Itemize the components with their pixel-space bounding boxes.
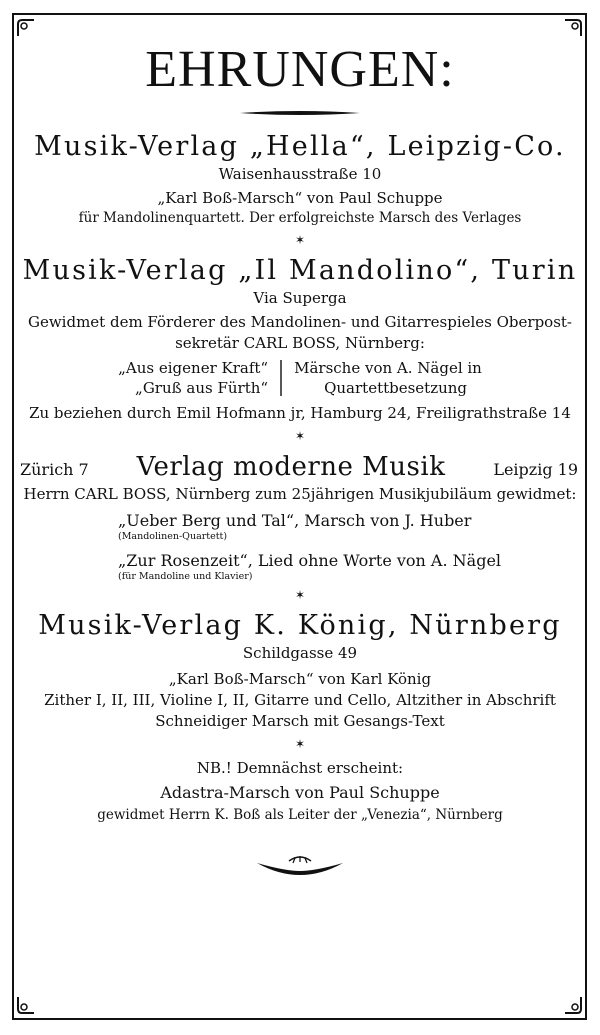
star-icon: ✶ bbox=[294, 737, 306, 751]
works-titles bbox=[118, 358, 274, 403]
corner-ornament-icon bbox=[16, 18, 36, 38]
publisher-name: Verlag moderne Musik bbox=[136, 452, 446, 482]
work-title: „Aus eigener Kraft“ bbox=[118, 359, 269, 377]
work-title: „Zur Rosenzeit“, Lied ohne Worte von A. Nägel bbox=[118, 551, 502, 570]
nb-dedication: gewidmet Herrn K. Boß als Leiter der „Venezia“, Nürnberg bbox=[97, 807, 503, 823]
publisher-il-mandolino: Musik-Verlag „Il Mandolino“, Turin bbox=[22, 255, 578, 286]
corner-ornament-icon bbox=[16, 995, 36, 1015]
publisher-hella: Musik-Verlag „Hella“, Leipzig-Co. bbox=[34, 131, 566, 162]
dedication-line: Gewidmet dem Förderer des Mandolinen- und Gitarrespieles Oberpost- bbox=[27, 313, 573, 331]
works-list bbox=[14, 358, 586, 403]
nb-heading: NB.! Demnächst erscheint: bbox=[196, 759, 404, 777]
star-icon: ✶ bbox=[294, 588, 306, 602]
work-entry bbox=[14, 551, 586, 583]
work-note: (Mandolinen-Quartett) bbox=[118, 531, 228, 542]
city-left: Zürich 7 bbox=[20, 460, 89, 479]
corner-ornament-icon bbox=[563, 995, 583, 1015]
work-line: Schneidiger Marsch mit Gesangs-Text bbox=[155, 712, 445, 730]
corner-ornament-icon bbox=[563, 18, 583, 38]
work-note: (für Mandoline und Klavier) bbox=[118, 571, 253, 582]
work-title: „Gruß aus Fürth“ bbox=[135, 379, 269, 397]
publisher-address: Via Superga bbox=[253, 289, 347, 307]
works-description-line: Märsche von A. Nägel in bbox=[294, 359, 482, 377]
dedication-line: sekretär CARL BOSS, Nürnberg: bbox=[175, 334, 425, 352]
work-line: „Karl Boß-Marsch“ von Karl König bbox=[168, 670, 432, 688]
publisher-address: Schildgasse 49 bbox=[242, 644, 358, 662]
star-icon: ✶ bbox=[294, 429, 306, 443]
source-line: Zu beziehen durch Emil Hofmann jr, Hamburg 24, Freiligrathstraße 14 bbox=[29, 404, 571, 422]
city-right: Leipzig 19 bbox=[493, 460, 578, 479]
page-content bbox=[14, 40, 586, 879]
publisher-moderne-musik bbox=[14, 452, 586, 482]
work-line: „Karl Boß-Marsch“ von Paul Schuppe bbox=[157, 189, 443, 207]
brace-icon bbox=[274, 358, 288, 403]
work-line: Zither I, II, III, Violine I, II, Gitarre und Cello, Altzither in Abschrift bbox=[44, 691, 556, 709]
publisher-address: Waisenhausstraße 10 bbox=[218, 165, 382, 183]
work-title: „Ueber Berg und Tal“, Marsch von J. Huber bbox=[118, 511, 472, 530]
star-icon: ✶ bbox=[294, 233, 306, 247]
nb-work: Adastra-Marsch von Paul Schuppe bbox=[160, 783, 440, 802]
work-entry bbox=[14, 511, 586, 543]
works-description bbox=[288, 358, 482, 403]
work-line: für Mandolinenquartett. Der erfolgreichste Marsch des Verlages bbox=[78, 210, 522, 226]
dedication-line: Herrn CARL BOSS, Nürnberg zum 25jährigen Musikjubiläum gewidmet: bbox=[23, 485, 577, 503]
fleuron-icon bbox=[255, 853, 345, 879]
page-title: EHRUNGEN: bbox=[145, 41, 455, 98]
publisher-koenig: Musik-Verlag K. König, Nürnberg bbox=[38, 610, 562, 641]
title-divider bbox=[240, 110, 360, 116]
works-description-line: Quartettbesetzung bbox=[324, 379, 468, 397]
